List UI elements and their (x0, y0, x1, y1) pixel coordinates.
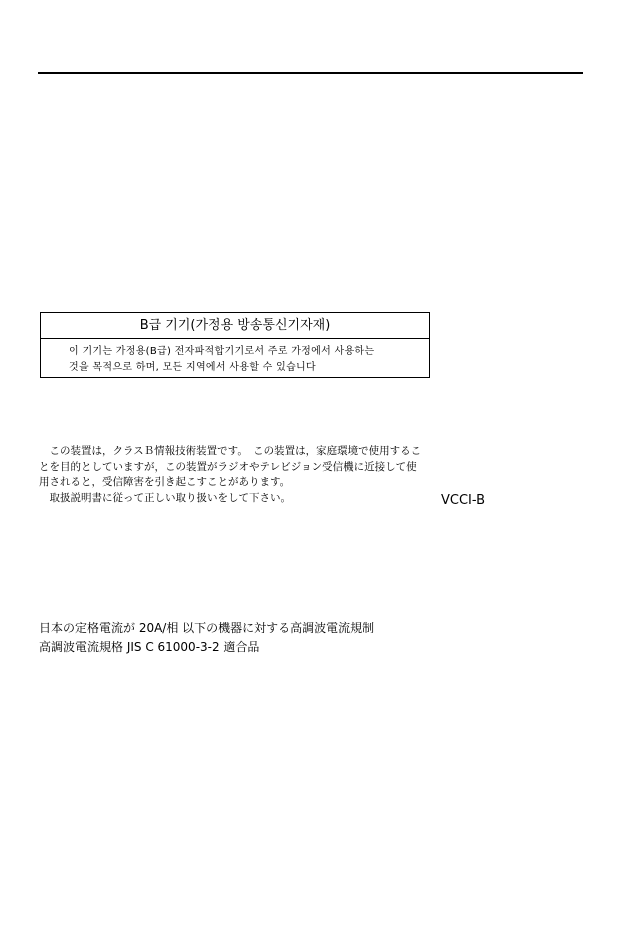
kcc-notice-body (41, 339, 429, 376)
vcci-notice-line: この装置は，クラスＢ情報技術装置です。 この装置は，家庭環境で使用するこ (39, 445, 422, 457)
harmonics-notice (39, 619, 374, 657)
kcc-notice-title: B급 기기(가정용 방송통신기자재) (41, 313, 429, 339)
kcc-notice-line: 이 기기는 가정용(B급) 전자파적합기기로서 주로 가정에서 사용하는 (69, 346, 375, 357)
header-rule (38, 72, 583, 74)
vcci-notice-line: とを目的としていますが，この装置がラジオやテレビジョン受信機に近接して使 (39, 460, 417, 473)
vcci-notice-line: 取扱説明書に従って正しい取り扱いをして下さい。 (39, 491, 291, 504)
kcc-notice-line: 것을 목적으로 하며, 모든 지역에서 사용할 수 있습니다 (69, 362, 316, 373)
kcc-notice-box (40, 312, 430, 378)
vcci-class-label: VCCI-B (441, 493, 486, 508)
harmonics-notice-line: 日本の定格電流が 20A/相 以下の機器に対する高調波電流規制 (39, 621, 375, 635)
vcci-notice (39, 444, 499, 506)
harmonics-notice-line: 高調波電流規格 JIS C 61000-3-2 適合品 (39, 640, 260, 654)
vcci-notice-line: 用されると，受信障害を引き起こすことがあります。 (39, 476, 291, 488)
